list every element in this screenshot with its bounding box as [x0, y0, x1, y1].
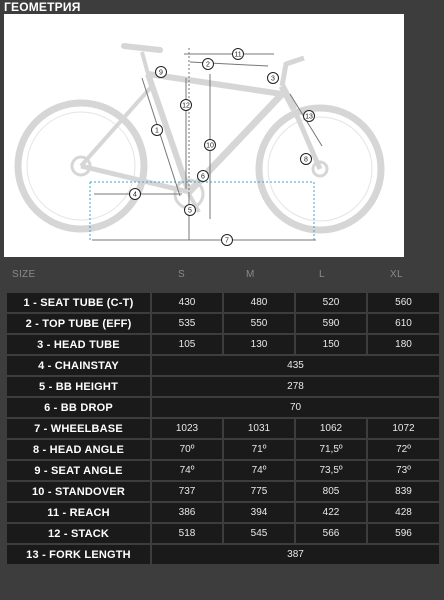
svg-text:6: 6 — [201, 173, 205, 181]
cell-m: 1031 — [224, 419, 294, 438]
marker-4 — [130, 189, 141, 200]
geometry-table — [5, 291, 441, 566]
svg-text:11: 11 — [234, 51, 242, 59]
cell-s: 737 — [152, 482, 222, 501]
marker-8 — [301, 154, 312, 165]
marker-11 — [233, 49, 244, 60]
cell-l: 150 — [296, 335, 366, 354]
cell-s: 105 — [152, 335, 222, 354]
cell-all-sizes: 435 — [152, 356, 439, 375]
table-row — [7, 377, 439, 396]
row-label: 8 - HEAD ANGLE — [7, 440, 150, 459]
svg-text:2: 2 — [206, 61, 210, 69]
marker-10 — [205, 140, 216, 151]
table-row — [7, 503, 439, 522]
cell-s: 70º — [152, 440, 222, 459]
cell-all-sizes: 278 — [152, 377, 439, 396]
svg-text:12: 12 — [182, 102, 190, 110]
cell-m: 550 — [224, 314, 294, 333]
row-label: 12 - STACK — [7, 524, 150, 543]
page-title: ГЕОМЕТРИЯ — [4, 0, 81, 14]
row-label: 10 - STANDOVER — [7, 482, 150, 501]
row-label: 3 - HEAD TUBE — [7, 335, 150, 354]
cell-l: 71,5º — [296, 440, 366, 459]
cell-s: 535 — [152, 314, 222, 333]
table-row — [7, 545, 439, 564]
cell-m: 394 — [224, 503, 294, 522]
table-row — [7, 440, 439, 459]
marker-5 — [185, 205, 196, 216]
bike-illustration — [4, 14, 404, 257]
row-label: 6 - BB DROP — [7, 398, 150, 417]
cell-xl: 839 — [368, 482, 439, 501]
cell-m: 74º — [224, 461, 294, 480]
size-header-m: M — [246, 269, 255, 280]
cell-s: 430 — [152, 293, 222, 312]
cell-l: 590 — [296, 314, 366, 333]
cell-all-sizes: 70 — [152, 398, 439, 417]
cell-all-sizes: 387 — [152, 545, 439, 564]
size-header-l: L — [319, 269, 325, 280]
row-label: 5 - BB HEIGHT — [7, 377, 150, 396]
svg-text:3: 3 — [271, 75, 275, 83]
saddle — [124, 46, 160, 50]
marker-3 — [268, 73, 279, 84]
marker-13 — [304, 111, 315, 122]
cell-m: 775 — [224, 482, 294, 501]
table-row — [7, 461, 439, 480]
table-row — [7, 398, 439, 417]
row-label: 4 - CHAINSTAY — [7, 356, 150, 375]
table-row — [7, 314, 439, 333]
cell-m: 480 — [224, 293, 294, 312]
row-label: 9 - SEAT ANGLE — [7, 461, 150, 480]
cell-xl: 428 — [368, 503, 439, 522]
size-header-xl: XL — [390, 269, 403, 280]
cell-s: 1023 — [152, 419, 222, 438]
svg-text:9: 9 — [159, 69, 163, 77]
size-header-row — [0, 269, 444, 285]
table-row — [7, 482, 439, 501]
cell-l: 73,5º — [296, 461, 366, 480]
cell-l: 422 — [296, 503, 366, 522]
table-row — [7, 293, 439, 312]
cell-l: 520 — [296, 293, 366, 312]
marker-9 — [156, 67, 167, 78]
cell-m: 71º — [224, 440, 294, 459]
cell-xl: 73º — [368, 461, 439, 480]
svg-text:4: 4 — [133, 191, 137, 199]
marker-2 — [203, 59, 214, 70]
marker-6 — [198, 171, 209, 182]
svg-text:8: 8 — [304, 156, 308, 164]
table-row — [7, 524, 439, 543]
row-label: 2 - TOP TUBE (EFF) — [7, 314, 150, 333]
cell-l: 805 — [296, 482, 366, 501]
cell-xl: 72º — [368, 440, 439, 459]
cell-m: 130 — [224, 335, 294, 354]
cell-xl: 560 — [368, 293, 439, 312]
top-tube — [148, 74, 282, 94]
svg-text:7: 7 — [225, 237, 229, 245]
handlebar — [282, 58, 304, 86]
marker-12 — [181, 100, 192, 111]
table-row — [7, 335, 439, 354]
svg-text:13: 13 — [305, 113, 313, 121]
cell-s: 74º — [152, 461, 222, 480]
svg-text:5: 5 — [188, 207, 192, 215]
row-label: 11 - REACH — [7, 503, 150, 522]
cell-xl: 180 — [368, 335, 439, 354]
cell-l: 566 — [296, 524, 366, 543]
bike-geometry-diagram — [4, 14, 404, 257]
cell-s: 518 — [152, 524, 222, 543]
svg-text:10: 10 — [206, 142, 214, 150]
size-header-label: SIZE — [12, 269, 36, 280]
cell-l: 1062 — [296, 419, 366, 438]
size-header-s: S — [178, 269, 185, 280]
cell-xl: 596 — [368, 524, 439, 543]
marker-1 — [152, 125, 163, 136]
svg-text:1: 1 — [155, 127, 159, 135]
cell-xl: 1072 — [368, 419, 439, 438]
cell-s: 386 — [152, 503, 222, 522]
marker-7 — [222, 235, 233, 246]
cell-xl: 610 — [368, 314, 439, 333]
table-row — [7, 419, 439, 438]
table-row — [7, 356, 439, 375]
cell-m: 545 — [224, 524, 294, 543]
row-label: 7 - WHEELBASE — [7, 419, 150, 438]
row-label: 13 - FORK LENGTH — [7, 545, 150, 564]
row-label: 1 - SEAT TUBE (C-T) — [7, 293, 150, 312]
